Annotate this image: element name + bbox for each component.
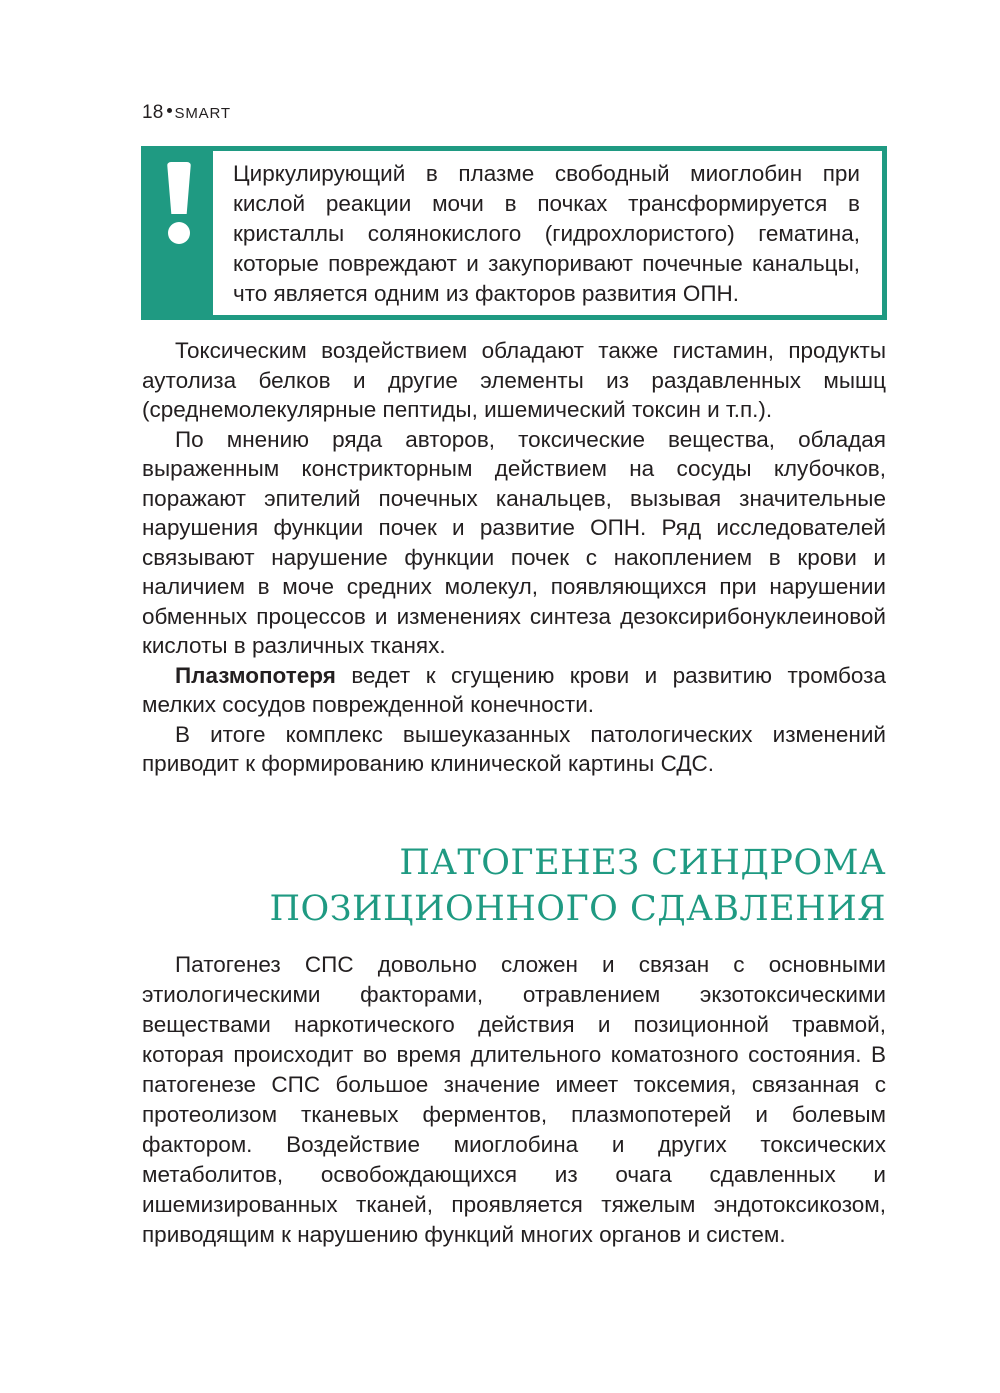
section-body [142,950,886,1250]
section-title [142,840,886,932]
paragraph-plasma-loss [142,661,886,720]
callout-body [213,151,882,315]
warning-callout [141,146,887,320]
term-plasma-loss: Плазмопотеря [175,662,336,688]
paragraph-toxic-effects: Токсическим воздействием обладают также гистамин, продукты аутолиза белков и другие элементы из раздавленных мышц (среднемолекулярные пептиды, ишемический токсин и т.п.). [142,338,886,422]
paragraph-conclusion: В итоге комплекс вышеуказанных патологических изменений приводит к формированию клинической картины СДС. [142,721,886,776]
exclamation-icon [141,146,213,320]
page-number: 18 [142,102,164,123]
paragraph-authors-opinion: По мнению ряда авторов, токсические вещества, обладая выраженным констрикторным действием на сосуды клубочков, поражают эпителий почечных канальцев, вызывая значительные нарушения функции почек и развитие ОПН. Ряд исследователей связывают нарушение функции почек с накоплением в крови и наличием в моче средних молекул, появляющихся при нарушении обменных процессов и изменениях синтеза дезоксирибонуклеиновой кислоты в различных тканях. [142,426,886,658]
plasma-loss-text: ведет к сгущению крови и развитию тромбоза мелких сосудов поврежденной конечности. [142,662,886,717]
paragraph-pathogenesis: Патогенез СПС довольно сложен и связан с основными этиологическими факторами, отравлением экзотоксическими веществами наркотического действия и позиционной травмой, которая происходит во время длительного коматозного состояния. В патогенезе СПС большое значение имеет токсемия, связанная с протеолизом тканевых ферментов, плазмопотерей и болевым фактором. Воздействие миоглобина и других токсических метаболитов, освобождающихся из очага сдавленных и ишемизированных тканей, проявляется тяжелым эндотоксикозом, приводящим к нарушению функций многих органов и систем. [142,952,886,1247]
section-title-line-2: ПОЗИЦИОННОГО СДАВЛЕНИЯ [269,889,886,929]
callout-text: Циркулирующий в плазме свободный миоглобин при кислой реакции мочи в почках трансформируется в кристаллы солянокислого (гидрохлористого) гематина, которые повреждают и закупоривают почечные канальцы, что является одним из факторов развития ОПН. [233,161,860,306]
series-name: SMART [174,105,231,122]
body-text [142,336,886,779]
running-header [142,102,231,124]
exclamation-bar [167,162,191,214]
exclamation-dot [168,222,190,244]
bullet-icon [167,108,172,113]
section-title-line-1: ПАТОГЕНЕЗ СИНДРОМА [399,843,886,883]
